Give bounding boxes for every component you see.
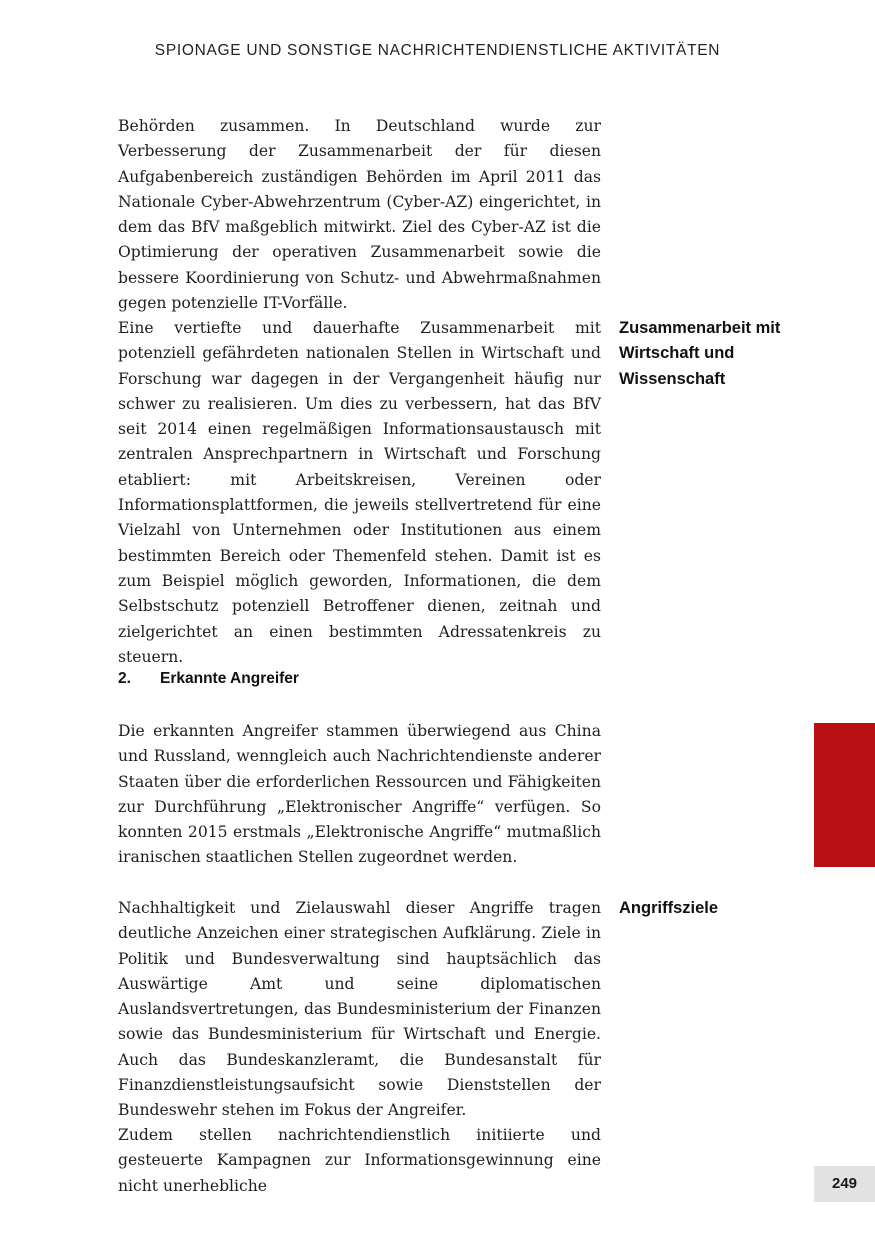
- margin-note-targets: Angriffsziele: [619, 899, 719, 917]
- running-header: SPIONAGE UND SONSTIGE NACHRICHTENDIENSTLICHE AKTIVITÄTEN: [154, 42, 721, 59]
- chapter-thumb-tab: [814, 723, 875, 867]
- paragraph-campaigns: Zudem stellen nachrichtendienstlich initiierte und gesteuerte Kampagnen zur Informationsgewinnung eine nicht unerhebliche: [118, 1126, 601, 1195]
- margin-note-cooperation: Zusammenarbeit mit Wirtschaft und Wissenschaft: [619, 319, 781, 388]
- paragraph-targets: Nachhaltigkeit und Zielauswahl dieser Angriffe tragen deutliche Anzeichen einer strategischen Aufklärung. Ziele in Politik und Bundesverwaltung sind hauptsächlich das Auswärtige Amt und seine diplomatischen Auslandsvertretungen, das Bundesministerium der Finanzen sowie das Bundesministerium für Wirtschaft und Energie. Auch das Bundeskanzleramt, die Bundesanstalt für Finanzdienstleistungsaufsicht sowie Dienststellen der Bundeswehr stehen im Fokus der Angreifer.: [118, 899, 601, 1120]
- paragraph-cooperation: Eine vertiefte und dauerhafte Zusammenarbeit mit potenziell gefährdeten nationalen Stellen in Wirtschaft und Forschung war dagegen in der Vergangenheit häufig nur schwer zu realisieren. Um dies zu verbessern, hat das BfV seit 2014 einen regelmäßigen Informationsaustausch mit zentralen Ansprechpartnern in Wirtschaft und Forschung etabliert: mit Arbeitskreisen, Vereinen oder Informationsplattformen, die jeweils stellvertretend für eine Vielzahl von Unternehmen oder Institutionen aus einem bestimmten Bereich oder Themenfeld stehen. Damit ist es zum Beispiel möglich geworden, Informationen, die dem Selbstschutz potenziell Betroffener dienen, zeitnah und zielgerichtet an einen bestimmten Adressatenkreis zu steuern.: [118, 319, 601, 666]
- section-heading: [118, 670, 299, 688]
- paragraph-attackers: Die erkannten Angreifer stammen überwiegend aus China und Russland, wenngleich auch Nachrichtendienste anderer Staaten über die erforderlichen Ressourcen und Fähigkeiten zur Durchführung „Elektronischer Angriffe“ verfügen. So konnten 2015 erstmals „Elektronische Angriffe“ mutmaßlich iranischen staatlichen Stellen zugeordnet werden.: [118, 722, 601, 867]
- section-title: Erkannte Angreifer: [160, 670, 299, 687]
- page-number: 249: [814, 1166, 875, 1202]
- section-number: 2.: [118, 670, 131, 687]
- paragraph-cyber-az: Behörden zusammen. In Deutschland wurde zur Verbesserung der Zusammenarbeit der für diesen Aufgabenbereich zuständigen Behörden im April 2011 das Nationale Cyber-Abwehrzentrum (Cyber-AZ) eingerichtet, in dem das BfV maßgeblich mitwirkt. Ziel des Cyber-AZ ist die Optimierung der operativen Zusammenarbeit sowie die bessere Koordinierung von Schutz- und Abwehrmaßnahmen gegen potenzielle IT-Vorfälle.: [118, 117, 601, 313]
